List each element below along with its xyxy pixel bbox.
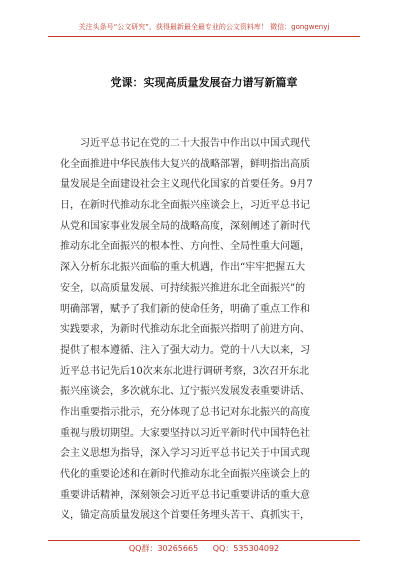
body-line: 安全，以高质量发展、可持续振兴推进东北全面振兴”的 xyxy=(60,282,306,294)
footer-divider xyxy=(48,540,360,541)
body-line: 提供了根本遵循、注入了强大动力。党的十八大以来，习 xyxy=(60,344,310,356)
body-line: 量发展是全面建设社会主义现代化国家的首要任务。9月7 xyxy=(60,179,313,191)
body-line: 深入分析东北振兴面临的重大机遇，作出“牢牢把握五大 xyxy=(60,262,306,274)
body-line: 重要讲话精神，深刻领会习近平总书记重要讲话的重大意 xyxy=(60,489,310,501)
header-divider xyxy=(48,36,360,37)
page-header: 关注头条号“公文研究”，获得最新最全最专业的公文资料库！ 微信：gongwenyj xyxy=(78,23,330,31)
body-line: 代化的重要论述和在新时代推动东北全面振兴座谈会上的 xyxy=(60,469,310,480)
body-line: 振兴座谈会，多次就东北、辽宁振兴发展发表重要讲话、 xyxy=(60,386,310,398)
body-line: 日，在新时代推动东北全面振兴座谈会上，习近平总书记 xyxy=(60,200,310,212)
body-line: 近平总书记先后10次来东北进行调研考察，3次召开东北 xyxy=(60,365,310,377)
body-line: 会主义思想为指导，深入学习习近平总书记关于中国式现 xyxy=(60,448,310,460)
body-line: 推动东北全面振兴的根本性、方向性、全局性重大问题， xyxy=(60,241,310,253)
body-line: 化全面推进中华民族伟大复兴的战略部署，鲜明指出高质 xyxy=(60,158,310,170)
document-title: 党课：实现高质量发展奋力谱写新篇章 xyxy=(110,76,298,89)
page-footer xyxy=(48,543,360,554)
body-line: 实践要求，为新时代推动东北全面振兴指明了前进方向、 xyxy=(60,324,310,336)
footer-qq-group: QQ群：30265665 xyxy=(128,544,199,553)
footer-qq: QQ：535304092 xyxy=(212,544,280,553)
body-line: 作出重要指示批示，充分体现了总书记对东北振兴的高度 xyxy=(60,406,310,418)
body-line: 明确部署，赋予了我们新的使命任务，明确了重点工作和 xyxy=(60,303,310,315)
body-line: 义，锚定高质量发展这个首要任务埋头苦干、真抓实干， xyxy=(60,510,310,522)
body-line: 习近平总书记在党的二十大报告中作出以中国式现代 xyxy=(60,138,310,149)
body-line: 从党和国家事业发展全局的战略高度，深刻阐述了新时代 xyxy=(60,220,310,232)
document-body xyxy=(60,134,360,527)
body-line: 重视与殷切期望。大家要坚持以习近平新时代中国特色社 xyxy=(60,427,310,439)
